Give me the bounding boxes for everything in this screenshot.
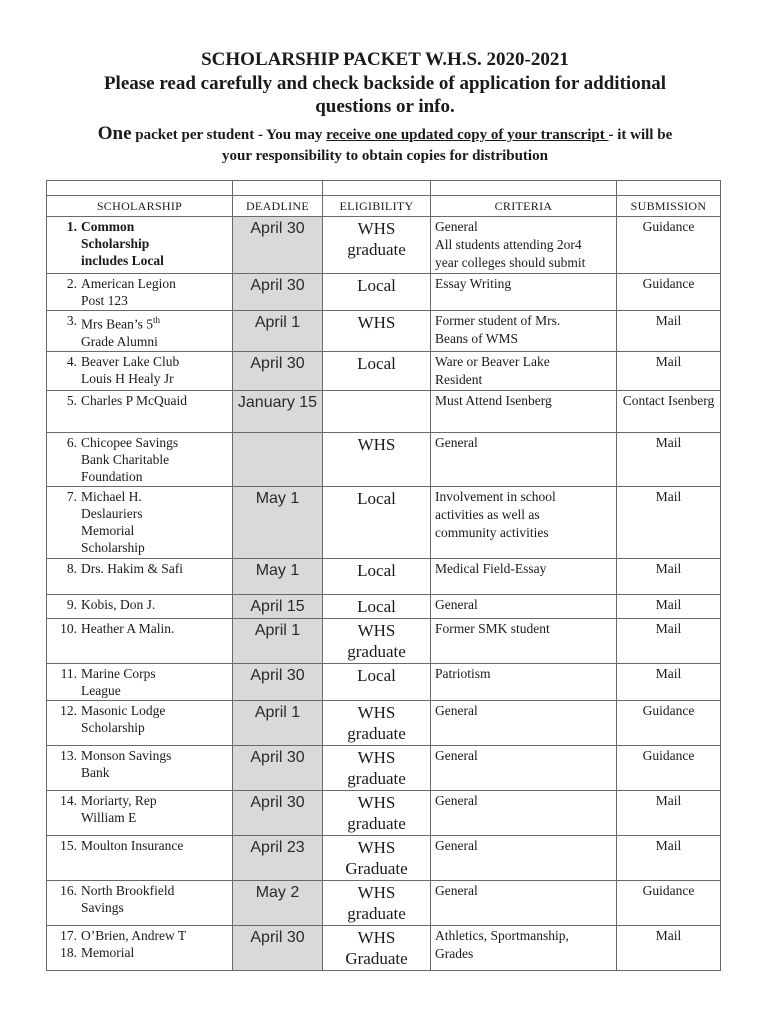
col-header-scholarship: SCHOLARSHIP — [47, 196, 233, 217]
table-row — [47, 217, 721, 274]
criteria-line: Involvement in school — [435, 488, 556, 504]
eligibility-cell — [323, 390, 431, 432]
submission-cell: Mail — [617, 925, 721, 970]
submission-cell: Mail — [617, 835, 721, 880]
scholarship-name: Common — [81, 219, 135, 234]
row-number — [51, 899, 81, 916]
criteria-line: Essay Writing — [435, 276, 512, 291]
criteria-line: General — [435, 702, 478, 718]
scholarship-name-cell — [47, 486, 233, 558]
scholarship-name: Monson Savings — [81, 747, 172, 763]
scholarship-name: Scholarship — [81, 236, 150, 251]
scholarship-name-cell — [47, 390, 233, 432]
row-number: 9. — [66, 596, 77, 612]
row-number: 5. — [66, 392, 77, 408]
table-header-row — [47, 196, 721, 217]
eligibility-cell: WHS graduate — [323, 700, 431, 745]
criteria-line: General — [435, 596, 478, 612]
criteria-cell — [431, 618, 617, 663]
eligibility-cell: Local — [323, 351, 431, 390]
deadline-cell: April 30 — [233, 790, 323, 835]
eligibility-cell: WHS — [323, 432, 431, 486]
deadline-cell: April 15 — [233, 594, 323, 618]
submission-cell: Mail — [617, 790, 721, 835]
criteria-line: All students attending 2or4 — [435, 237, 582, 252]
submission-cell: Guidance — [617, 700, 721, 745]
col-header-submission: SUBMISSION — [617, 196, 721, 217]
criteria-cell — [431, 880, 617, 925]
scholarship-name: Chicopee Savings — [81, 434, 179, 450]
note-part-1: packet per student - You may — [131, 127, 327, 143]
row-number: 2. — [66, 276, 77, 291]
submission-cell: Mail — [617, 351, 721, 390]
eligibility-cell: WHS Graduate — [323, 925, 431, 970]
table-row — [47, 486, 721, 558]
eligibility-cell: Local — [323, 274, 431, 311]
scholarship-name: Bank Charitable — [81, 451, 170, 467]
row-number — [51, 505, 81, 522]
transcript-note-line-2: your responsibility to obtain copies for distribution — [222, 148, 548, 164]
instructions-line-2: questions or info. — [315, 96, 455, 117]
scholarship-name: Post 123 — [81, 293, 128, 308]
table-row — [47, 700, 721, 745]
scholarship-name-cell — [47, 217, 233, 274]
scholarship-name-cell — [47, 432, 233, 486]
table-row — [47, 880, 721, 925]
deadline-cell: January 15 — [233, 390, 323, 432]
scholarship-name: Beaver Lake Club — [81, 353, 180, 369]
criteria-line: community activities — [435, 524, 549, 540]
scholarship-table — [46, 180, 721, 971]
eligibility-cell: WHS graduate — [323, 217, 431, 274]
eligibility-cell: Local — [323, 486, 431, 558]
table-row — [47, 925, 721, 970]
submission-cell: Guidance — [617, 274, 721, 311]
scholarship-name-cell — [47, 790, 233, 835]
row-number — [51, 682, 81, 699]
row-number — [51, 451, 81, 468]
scholarship-name: includes Local — [81, 253, 164, 268]
scholarship-name: Charles P McQuaid — [81, 392, 187, 408]
transcript-note — [30, 123, 740, 146]
scholarship-name: League — [81, 682, 121, 698]
criteria-line: General — [435, 434, 478, 450]
criteria-cell — [431, 925, 617, 970]
criteria-line: activities as well as — [435, 506, 540, 522]
scholarship-name: Moulton Insurance — [81, 837, 184, 853]
row-number — [51, 809, 81, 826]
row-number: 12. — [60, 702, 77, 718]
scholarship-name: North Brookfield — [81, 882, 175, 898]
criteria-cell — [431, 700, 617, 745]
criteria-cell — [431, 558, 617, 594]
submission-cell: Guidance — [617, 880, 721, 925]
row-number — [51, 292, 81, 309]
scholarship-name: O’Brien, Andrew T — [81, 927, 187, 943]
col-header-deadline: DEADLINE — [233, 196, 323, 217]
submission-cell: Mail — [617, 594, 721, 618]
table-row — [47, 311, 721, 352]
criteria-line: General — [435, 792, 478, 808]
deadline-cell: April 30 — [233, 217, 323, 274]
table-row — [47, 745, 721, 790]
scholarship-name: Scholarship — [81, 719, 145, 735]
scholarship-name-cell — [47, 311, 233, 352]
criteria-cell — [431, 390, 617, 432]
scholarship-name: Grade Alumni — [81, 333, 158, 349]
eligibility-cell: Local — [323, 663, 431, 700]
criteria-cell — [431, 351, 617, 390]
criteria-line: Beans of WMS — [435, 331, 518, 346]
scholarship-name: William E — [81, 809, 137, 825]
row-number: 11. — [60, 665, 77, 681]
row-number — [51, 522, 81, 539]
scholarship-name: Heather A Malin. — [81, 620, 175, 636]
scholarship-name-cell — [47, 745, 233, 790]
scholarship-name: Kobis, Don J. — [81, 596, 156, 612]
deadline-cell: May 1 — [233, 558, 323, 594]
scholarship-name: Bank — [81, 764, 110, 780]
row-number: 3. — [66, 313, 77, 328]
scholarship-name-cell — [47, 835, 233, 880]
row-number: 1. — [66, 219, 77, 234]
table-row — [47, 274, 721, 311]
submission-cell: Mail — [617, 618, 721, 663]
row-number — [51, 333, 81, 350]
scholarship-name-cell — [47, 663, 233, 700]
table-row — [47, 618, 721, 663]
col-header-criteria: CRITERIA — [431, 196, 617, 217]
deadline-cell: April 30 — [233, 925, 323, 970]
deadline-cell: April 30 — [233, 663, 323, 700]
scholarship-name: Masonic Lodge — [81, 702, 166, 718]
deadline-cell: May 2 — [233, 880, 323, 925]
instructions-line-1: Please read carefully and check backside of application for additional — [103, 73, 667, 94]
deadline-cell — [233, 432, 323, 486]
row-number — [51, 235, 81, 252]
criteria-cell — [431, 663, 617, 700]
row-number — [51, 370, 81, 387]
scholarship-name: Moriarty, Rep — [81, 792, 157, 808]
submission-cell: Mail — [617, 558, 721, 594]
table-row — [47, 663, 721, 700]
submission-cell: Mail — [617, 663, 721, 700]
table-row — [47, 390, 721, 432]
submission-cell: Mail — [617, 486, 721, 558]
scholarship-name: Foundation — [81, 468, 143, 484]
scholarship-name-cell — [47, 618, 233, 663]
document-header — [30, 48, 740, 167]
criteria-cell — [431, 835, 617, 880]
row-number — [51, 539, 81, 556]
eligibility-cell: WHS graduate — [323, 745, 431, 790]
table-row — [47, 790, 721, 835]
eligibility-cell: Local — [323, 558, 431, 594]
document-title: SCHOLARSHIP PACKET W.H.S. 2020-2021 — [201, 49, 569, 70]
submission-cell: Mail — [617, 432, 721, 486]
scholarship-name-cell — [47, 594, 233, 618]
note-part-2: - it will be — [608, 127, 673, 143]
eligibility-cell: WHS graduate — [323, 618, 431, 663]
scholarship-name: Mrs Bean’s 5th — [81, 315, 161, 332]
criteria-cell — [431, 486, 617, 558]
deadline-cell: April 1 — [233, 618, 323, 663]
scholarship-name-cell — [47, 700, 233, 745]
scholarship-name: Louis H Healy Jr — [81, 370, 174, 386]
criteria-line: General — [435, 219, 478, 234]
scholarship-name: Scholarship — [81, 539, 145, 555]
note-one: One — [97, 123, 132, 144]
scholarship-name: American Legion — [81, 276, 176, 291]
note-underlined: receive one updated copy of your transcript — [326, 127, 609, 143]
eligibility-cell: Local — [323, 594, 431, 618]
table-spacer-row — [47, 181, 721, 196]
criteria-line: Patriotism — [435, 665, 491, 681]
criteria-cell — [431, 217, 617, 274]
row-number: 7. — [66, 488, 77, 504]
row-number — [51, 764, 81, 781]
criteria-line: Grades — [435, 945, 474, 961]
row-number: 4. — [66, 353, 77, 369]
criteria-cell — [431, 274, 617, 311]
submission-cell: Mail — [617, 311, 721, 352]
row-number: 16. — [60, 882, 77, 898]
row-number — [51, 468, 81, 485]
criteria-line: Athletics, Sportmanship, — [435, 927, 569, 943]
row-number: 10. — [60, 620, 77, 636]
row-number: 8. — [66, 560, 77, 576]
scholarship-name: Deslauriers — [81, 505, 143, 521]
scholarship-name-cell — [47, 351, 233, 390]
deadline-cell: May 1 — [233, 486, 323, 558]
criteria-cell — [431, 790, 617, 835]
scholarship-name: Memorial — [81, 944, 135, 960]
scholarship-name-cell — [47, 880, 233, 925]
criteria-line: General — [435, 882, 478, 898]
row-number: 14. — [60, 792, 77, 808]
row-number — [51, 252, 81, 269]
scholarship-name: Savings — [81, 899, 124, 915]
table-row — [47, 351, 721, 390]
deadline-cell: April 30 — [233, 351, 323, 390]
eligibility-cell: WHS — [323, 311, 431, 352]
deadline-cell: April 23 — [233, 835, 323, 880]
scholarship-name: Memorial — [81, 522, 135, 538]
submission-cell: Guidance — [617, 745, 721, 790]
criteria-line: Resident — [435, 371, 483, 387]
criteria-line: Former SMK student — [435, 620, 550, 636]
deadline-cell: April 1 — [233, 700, 323, 745]
eligibility-cell: WHS Graduate — [323, 835, 431, 880]
criteria-line: Must Attend Isenberg — [435, 392, 552, 408]
criteria-line: Medical Field-Essay — [435, 560, 547, 576]
col-header-eligibility: ELIGIBILITY — [323, 196, 431, 217]
row-number — [51, 719, 81, 736]
eligibility-cell: WHS graduate — [323, 790, 431, 835]
criteria-line: General — [435, 837, 478, 853]
row-number: 13. — [60, 747, 77, 763]
criteria-line: Ware or Beaver Lake — [435, 353, 550, 369]
submission-cell: Contact Isenberg — [617, 390, 721, 432]
row-number: 17. — [60, 927, 77, 943]
deadline-cell: April 30 — [233, 274, 323, 311]
criteria-cell — [431, 311, 617, 352]
row-number: 18. — [60, 944, 77, 960]
scholarship-name-cell — [47, 558, 233, 594]
scholarship-name: Marine Corps — [81, 665, 156, 681]
scholarship-name-cell — [47, 925, 233, 970]
scholarship-name: Michael H. — [81, 488, 142, 504]
criteria-cell — [431, 745, 617, 790]
criteria-line: year colleges should submit — [435, 255, 586, 270]
criteria-cell — [431, 594, 617, 618]
row-number: 6. — [66, 434, 77, 450]
row-number: 15. — [60, 837, 77, 853]
deadline-cell: April 30 — [233, 745, 323, 790]
table-row — [47, 594, 721, 618]
table-row — [47, 432, 721, 486]
criteria-line: General — [435, 747, 478, 763]
deadline-cell: April 1 — [233, 311, 323, 352]
criteria-cell — [431, 432, 617, 486]
scholarship-name-cell — [47, 274, 233, 311]
criteria-line: Former student of Mrs. — [435, 313, 561, 328]
table-row — [47, 558, 721, 594]
submission-cell: Guidance — [617, 217, 721, 274]
table-row — [47, 835, 721, 880]
scholarship-name: Drs. Hakim & Safi — [81, 560, 183, 576]
eligibility-cell: WHS graduate — [323, 880, 431, 925]
